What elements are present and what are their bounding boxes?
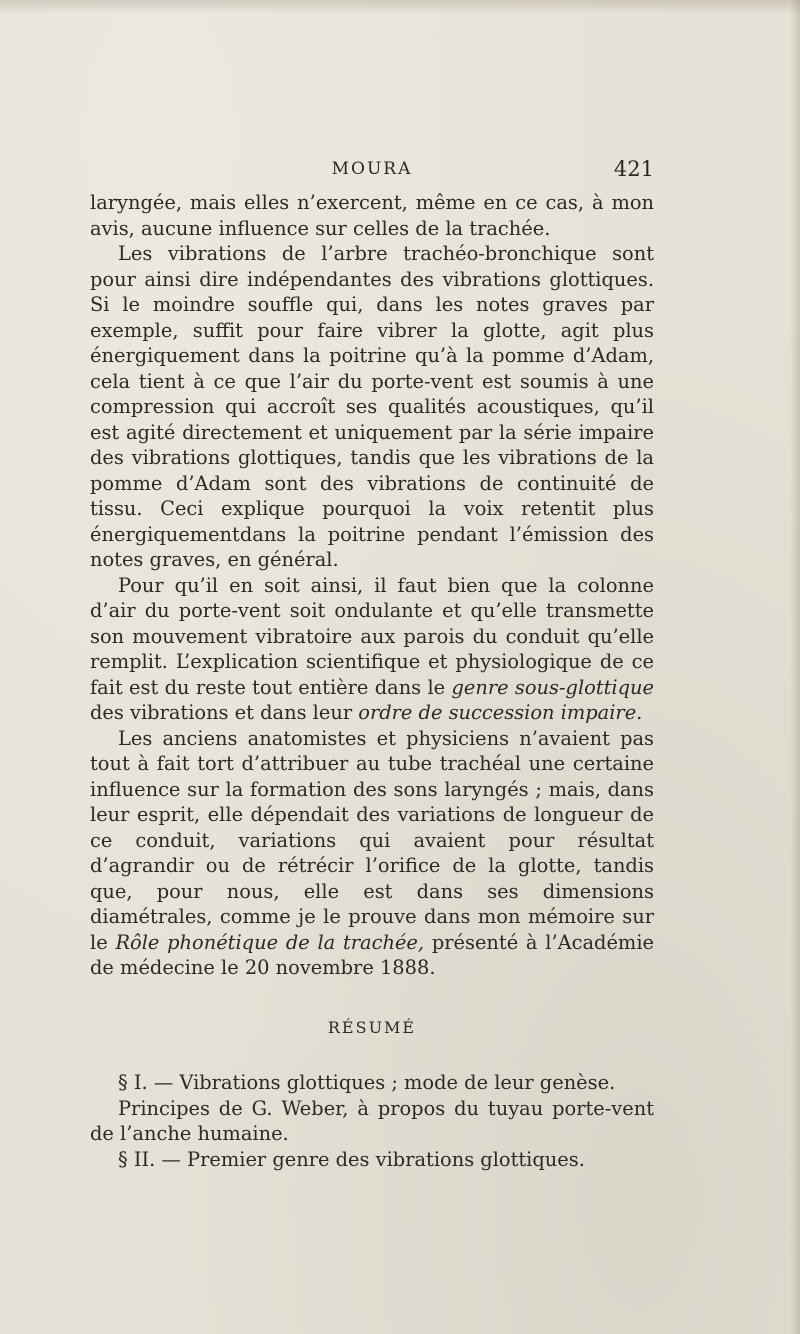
paragraph-3-part-1: Pour qu’il en soit ainsi, il faut bien que la colonne d’air du porte-vent soit ondulante et qu’elle transmette son mouvement vibratoire aux parois du conduit qu’elle remplit. L’explication scientifique et physiologique de ce fait est du reste tout entière dans le — [90, 573, 654, 699]
summary-entry-2: Principes de G. Weber, à propos du tuyau porte-vent de l’anche humaine. — [90, 1096, 654, 1145]
paragraph-2: Les vibrations de l’arbre trachéo-bronchique sont pour ainsi dire indépendantes des vibrations glottiques. Si le moindre souffle qui, dans les notes graves par exemple, suffit pour faire vibrer la glotte, agit plus énergiquement dans la poitrine qu’à la pomme d’Adam, cela tient à ce que l’air du porte-vent est soumis à une compression qui accroît ses qualités acoustiques, qu’il est agité directement et uniquement par la série impaire des vibrations glottiques, tandis que les vibrations de la pomme d’Adam sont des vibrations de continuité de tissu. Ceci explique pourquoi la voix retentit plus énergiquementdans la poitrine pendant l’émission des notes graves, en général. — [90, 242, 654, 571]
paragraph-1: laryngée, mais elles n’exercent, même en ce cas, à mon avis, aucune influence sur celles de la trachée. — [90, 191, 654, 240]
paragraph-4-italic-1: Rôle phonétique de la trachée, — [115, 930, 425, 954]
paragraph-3-part-2: des vibrations et dans leur — [90, 701, 359, 724]
page-top-shadow — [0, 0, 800, 14]
running-title: MOURA — [331, 159, 413, 179]
summary-heading: RÉSUMÉ — [327, 1017, 417, 1037]
paragraph-4-part-2: présenté à l’Académie de médecine le 20 novembre 1888. — [90, 930, 654, 979]
page-right-shadow — [790, 0, 800, 1334]
paragraph-3-italic-2: ordre de succession impaire. — [358, 701, 643, 724]
summary-entry-3: § II. — Premier genre des vibrations glottiques. — [118, 1147, 585, 1171]
paragraph-4-part-1: Les anciens anatomistes et physiciens n’avaient pas tout à fait tort d’attribuer au tube trachéal une certaine influence sur la formation des sons laryngés ; mais, dans leur esprit, elle dépendait des variations de longueur de ce conduit, variations qui avaient pour résultat d’agrandir ou de rétrécir l’orifice de la glotte, tandis que, pour nous, elle est dans ses dimensions diamétrales, comme je le prouve dans mon mémoire sur le — [90, 726, 654, 954]
page-number: 421 — [613, 157, 654, 181]
paragraph-3 — [90, 573, 654, 726]
summary-entry-1: § I. — Vibrations glottiques ; mode de leur genèse. — [118, 1071, 616, 1094]
paragraph-4 — [90, 726, 654, 981]
body-text — [90, 190, 654, 1172]
running-head — [90, 157, 654, 183]
paragraph-3-italic-1: genre sous-glottique — [451, 675, 655, 699]
